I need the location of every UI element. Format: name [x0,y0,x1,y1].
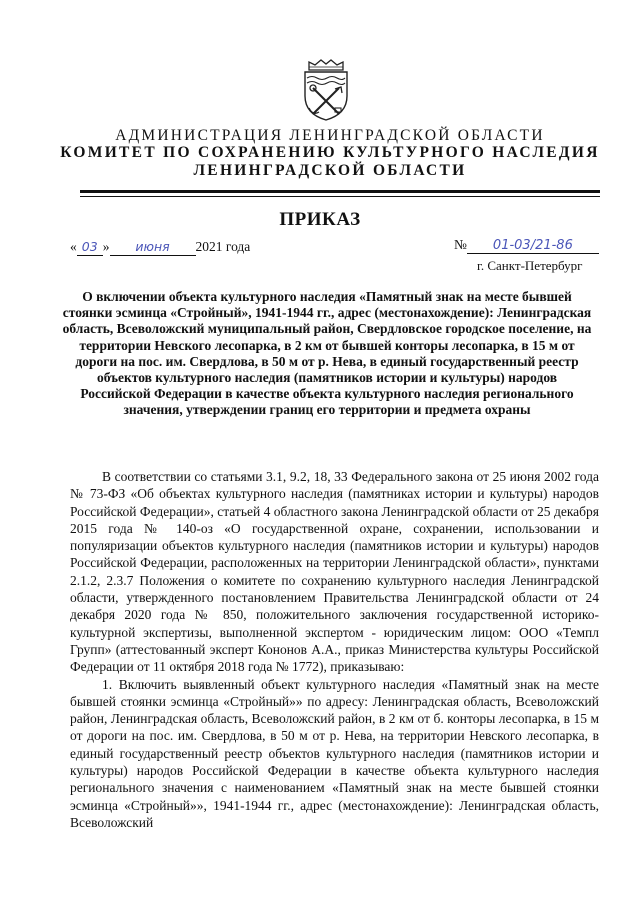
document-title: ПРИКАЗ [279,209,361,230]
date-quote-open: « [70,239,77,254]
date-quote-close: » [102,239,110,254]
committee-name: КОМИТЕТ ПО СОХРАНЕНИЮ КУЛЬТУРНОГО НАСЛЕДИЯ [60,144,600,161]
committee-region: ЛЕНИНГРАДСКОЙ ОБЛАСТИ [193,162,467,179]
clause-1-paragraph: 1. Включить выявленный объект культурного наследия «Памятный знак на месте бывшей стоянки эсминца «Стройный»» по адресу: Ленинградская область, Всеволожский район, Ленинградская область, Всеволожский район, в 2 км от б. конторы лесопарка, в 15 м от дороги на пос. им. Свердлова, в 50 м от р. Нева, на территории Невского лесопарка, в единый государственный реестр объектов культурного наследия (памятников истории и культуры) народов Российской Федерации в качестве объекта культурного наследия регионального значения с наименованием «Памятный знак на месте бывшей стоянки эсминца «Стройный»», 1941-1944 гг., адрес (местонахождение): Ленинградская область, Всеволожский [70,676,599,830]
order-number [454,237,599,254]
order-subject: О включении объекта культурного наследия «Памятный знак на месте бывшей стоянки эсминца «Стройный», 1941-1944 гг., адрес (местонахождение): Ленинградская область, Всеволожский муниципальный район, Свердловское городское поселение, на территории Невского лесопарка, в 2 км от бывшей конторы лесопарка, в 15 м от дороги на пос. им. Свердлова, в 50 м от р. Нева, в единый государственный реестр объектов культурного наследия (памятников истории и культуры) народов Российской Федерации в качестве объекта культурного наследия регионального значения, утверждении границ его территории и предмета охраны [62,289,592,418]
administration-name: АДМИНИСТРАЦИЯ ЛЕНИНГРАДСКОЙ ОБЛАСТИ [115,127,545,144]
date-month: июня [135,239,170,254]
date-year: 2021 года [195,239,251,254]
date-day: 03 [81,239,98,254]
order-date [70,239,250,256]
number-value: 01-03/21-86 [492,238,573,253]
coat-of-arms-icon [299,58,353,122]
order-body [70,468,599,831]
preamble-paragraph: В соответствии со статьями 3.1, 9.2, 18, 33 Федерального закона от 25 июня 2002 года № 73-ФЗ «Об объектах культурного наследия (памятниках истории и культуры) народов Российской Федерации», статьей 4 областного закона Ленинградской области от 25 декабря 2015 года № 140-оз «О государственной охране, сохранении, использовании и популяризации объектов культурного наследия (памятников истории и культуры) народов Российской Федерации, расположенных на территории Ленинградской области», пунктами 2.1.2, 2.3.7 Положения о комитете по сохранению культурного наследия Ленинградской области, утвержденного постановлением Правительства Ленинградской области от 24 декабря 2020 года № 850, положительного заключения государственной историко-культурной экспертизы, выполненной экспертом - юридическим лицом: ООО «Темпл Групп» (аттестованный эксперт Кононов А.А., приказ Министерства культуры Российской Федерации от 11 октября 2018 года № 1772), приказываю: [70,469,599,675]
header-rule-thick [80,190,600,193]
letterhead [60,127,600,180]
number-prefix: № [454,237,467,252]
header-rule-thin [80,196,600,197]
city: г. Санкт-Петербург [477,258,583,273]
